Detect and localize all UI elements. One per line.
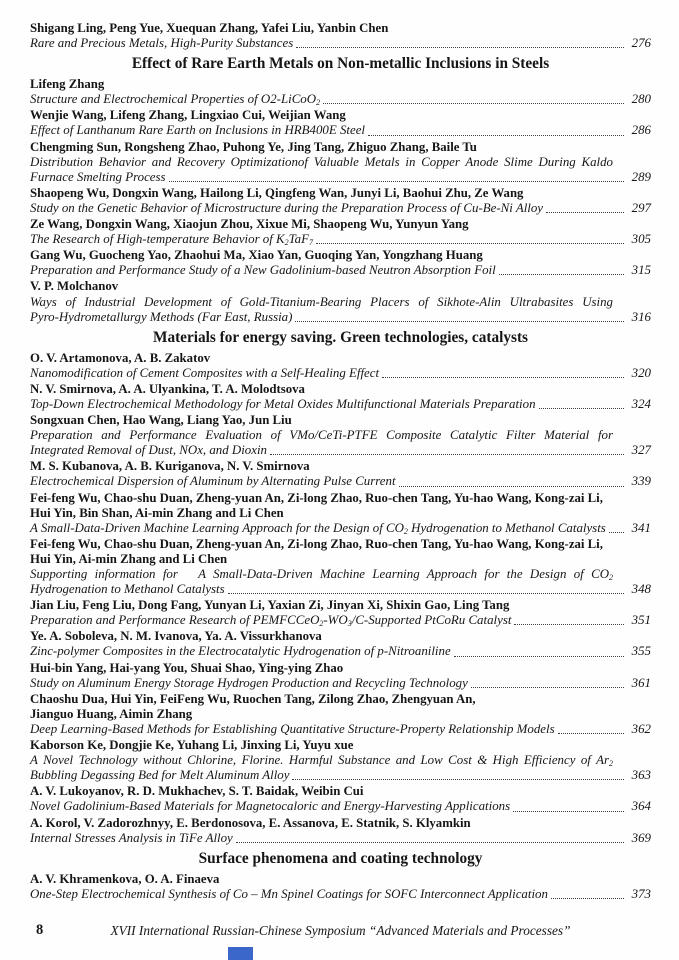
entry-title: Preparation and Performance Research of $PEMFCCeO_2-WO_3/C$-Supported PtCoRu Catalyst <box>30 613 512 629</box>
toc-entry <box>30 459 651 489</box>
toc-entry <box>30 598 651 628</box>
entry-page-number: 315 <box>631 263 651 278</box>
toc-entry <box>30 108 651 138</box>
entry-title-row <box>30 123 651 138</box>
entry-title: Furnace Smelting Process <box>30 169 166 184</box>
entry-title: Preparation and Performance Study of a New Gadolinium-based Neutron Absorption Foil <box>30 263 496 278</box>
entry-authors: Hui-bin Yang, Hai-yang You, Shuai Shao, Ying-ying Zhao <box>30 660 344 675</box>
page-footer <box>30 922 651 942</box>
dotted-leader <box>236 842 624 843</box>
dotted-leader <box>169 181 624 182</box>
toc-entry <box>30 816 651 846</box>
dotted-leader <box>551 898 624 899</box>
toc-entry <box>30 248 651 278</box>
entry-authors: Chaoshu Dua, Hui Yin, FeiFeng Wu, Ruochen Tang, Zilong Zhao, Zhengyuan An, <box>30 691 476 706</box>
dotted-leader <box>270 454 624 455</box>
entry-authors: M. S. Kubanova, A. B. Kuriganova, N. V. Smirnova <box>30 459 310 474</box>
toc-entry <box>30 784 651 814</box>
toc-entry <box>30 186 651 216</box>
entry-page-number: 351 <box>631 613 651 628</box>
dotted-leader <box>558 733 624 734</box>
entry-title-row <box>30 263 651 278</box>
entry-page-number: 348 <box>631 582 651 597</box>
entry-page-number: 369 <box>631 830 651 845</box>
dotted-leader <box>316 243 624 244</box>
entry-title-line: Distribution Behavior and Recovery Optimizationof Valuable Metals in Copper Anode Slime During Kaldo <box>30 154 613 169</box>
dotted-leader <box>296 47 624 48</box>
entry-page-number: 363 <box>631 768 651 783</box>
entry-authors: Shigang Ling, Peng Yue, Xuequan Zhang, Yafei Liu, Yanbin Chen <box>30 21 389 35</box>
dotted-leader <box>499 274 624 275</box>
entry-title: Bubbling Degassing Bed for Melt Aluminum Alloy <box>30 768 290 783</box>
entry-title-row <box>30 366 651 381</box>
dotted-leader <box>228 593 624 594</box>
dotted-leader <box>292 779 624 780</box>
entry-page-number: 373 <box>631 886 651 901</box>
footer-text: XVII International Russian-Chinese Symposium “Advanced Materials and Processes” <box>110 923 571 938</box>
entry-title-line: A Novel Technology without Chlorine, Florine. Harmful Substance and Low Cost & High Efficiency of $Ar_2$ <box>30 753 613 768</box>
entry-authors: Ye. A. Soboleva, N. M. Ivanova, Ya. A. Vissurkhanova <box>30 629 322 644</box>
entry-authors: N. V. Smirnova, A. A. Ulyankina, T. A. Molodtsova <box>30 381 305 396</box>
entry-page-number: 289 <box>631 169 651 184</box>
toc-entry <box>30 491 651 536</box>
entry-title-row <box>30 36 651 51</box>
entry-title: Deep Learning-Based Methods for Establishing Quantitative Structure-Property Relationship Models <box>30 721 555 736</box>
entry-title: Nanomodification of Cement Composites with a Self-Healing Effect <box>30 365 380 380</box>
dotted-leader <box>399 486 624 487</box>
entry-authors: Hui Yin, Ai-min Zhang and Li Chen <box>30 551 228 566</box>
toc-entry <box>30 217 651 247</box>
section-heading: Surface phenomena and coating technology <box>198 849 483 867</box>
entry-authors: A. V. Lukoyanov, R. D. Mukhachev, S. T. Baidak, Weibin Cui <box>30 784 364 799</box>
entry-title: Integrated Removal of Dust, NOx, and Dioxin <box>30 443 268 458</box>
entry-page-number: 364 <box>631 799 651 814</box>
dotted-leader <box>471 687 624 688</box>
entry-title-row <box>30 92 651 107</box>
dotted-leader <box>546 212 624 213</box>
entry-authors: Fei-feng Wu, Chao-shu Duan, Zheng-yuan An, Zi-long Zhao, Ruo-chen Tang, Yu-hao Wang, Kong-zai Li, <box>30 490 603 505</box>
dotted-leader <box>382 377 624 378</box>
toc-entry <box>30 738 651 783</box>
entry-authors: Wenjie Wang, Lifeng Zhang, Lingxiao Cui, Weijian Wang <box>30 108 346 123</box>
entry-authors: Jian Liu, Feng Liu, Dong Fang, Yunyan Li, Yaxian Zi, Jinyan Xi, Shixin Gao, Ling Tang <box>30 598 510 613</box>
entry-title: Hydrogenation to Methanol Catalysts <box>30 582 225 597</box>
entry-title-row <box>30 831 651 846</box>
entry-authors: V. P. Molchanov <box>30 279 119 294</box>
section-heading: Materials for energy saving. Green technologies, catalysts <box>153 328 528 346</box>
toc-entry <box>30 537 651 597</box>
entry-page-number: 341 <box>631 520 651 535</box>
entry-title: Effect of Lanthanum Rare Earth on Inclusions in HRB400E Steel <box>30 123 365 138</box>
entry-title: Study on Aluminum Energy Storage Hydrogen Production and Recycling Technology <box>30 675 468 690</box>
entry-title-row <box>30 474 651 489</box>
toc-entry <box>30 661 651 691</box>
entry-authors: Lifeng Zhang <box>30 77 105 92</box>
entry-title: Electrochemical Dispersion of Aluminum by Alternating Pulse Current <box>30 474 396 489</box>
entry-title: Novel Gadolinium-Based Materials for Magnetocaloric and Energy-Harvesting Applications <box>30 799 511 814</box>
entry-page-number: 286 <box>631 123 651 138</box>
entry-page-number: 361 <box>631 675 651 690</box>
toc-entry <box>30 21 651 51</box>
toc-entry <box>30 872 651 902</box>
toc-entry <box>30 77 651 107</box>
entry-title-row <box>30 768 651 783</box>
entry-authors: Shaopeng Wu, Dongxin Wang, Hailong Li, Qingfeng Wan, Junyi Li, Baohui Zhu, Ze Wang <box>30 185 524 200</box>
entry-page-number: 327 <box>631 443 651 458</box>
entry-authors: Songxuan Chen, Hao Wang, Liang Yao, Jun Liu <box>30 413 292 428</box>
entry-title-row <box>30 887 651 902</box>
entry-title: A Small-Data-Driven Machine Learning Approach for the Design of $CO_2$ Hydrogenation to Methanol Catalysts <box>30 520 606 536</box>
entry-title-row <box>30 232 651 247</box>
entry-authors: Kaborson Ke, Dongjie Ke, Yuhang Li, Jinxing Li, Yuyu xue <box>30 738 354 753</box>
toc-entry <box>30 351 651 381</box>
dotted-leader <box>295 321 624 322</box>
entry-title: Zinc-polymer Composites in the Electrocatalytic Hydrogenation of p-Nitroaniline <box>30 644 451 659</box>
dotted-leader <box>539 408 624 409</box>
entry-authors: Fei-feng Wu, Chao-shu Duan, Zheng-yuan An, Zi-long Zhao, Ruo-chen Tang, Yu-hao Wang, Kong-zai Li, <box>30 536 603 551</box>
entry-authors: A. V. Khramenkova, O. A. Finaeva <box>30 871 220 886</box>
entry-title-row <box>30 521 651 536</box>
entry-page-number: 355 <box>631 644 651 659</box>
entry-authors: Hui Yin, Bin Shan, Ai-min Zhang and Li Chen <box>30 505 284 520</box>
toc-entry <box>30 382 651 412</box>
toc-entry <box>30 629 651 659</box>
entry-page-number: 280 <box>631 92 651 107</box>
entry-authors: Chengming Sun, Rongsheng Zhao, Puhong Ye, Jing Tang, Zhiguo Zhang, Baile Tu <box>30 139 477 154</box>
entry-title-row <box>30 799 651 814</box>
entry-title: Structure and Electrochemical Properties of O2-LiCoO$_2$ <box>30 92 321 108</box>
entry-page-number: 316 <box>631 309 651 324</box>
dotted-leader <box>368 135 624 136</box>
dotted-leader <box>609 532 624 533</box>
toc-entry <box>30 692 651 737</box>
toc-list <box>30 20 651 902</box>
entry-title: Pyro-Hydrometallurgy Methods (Far East, Russia) <box>30 309 293 324</box>
toc-entry <box>30 140 651 185</box>
entry-title-line: Ways of Industrial Development of Gold-Titanium-Bearing Placers of Sikhote-Alin Ultrabasites Using <box>30 294 613 309</box>
entry-title: Study on the Genetic Behavior of Microstructure during the Preparation Process of Cu-Be-Ni Alloy <box>30 200 544 215</box>
dotted-leader <box>513 811 624 812</box>
entry-title-row <box>30 613 651 628</box>
entry-title-row <box>30 644 651 659</box>
entry-title: The Research of High-temperature Behavior of $K_2TaF_7$ <box>30 232 313 247</box>
entry-title-row <box>30 676 651 691</box>
entry-title-row <box>30 722 651 737</box>
entry-title: Internal Stresses Analysis in TiFe Alloy <box>30 830 233 845</box>
entry-title-line: Preparation and Performance Evaluation of VMo/CeTi-PTFE Composite Catalytic Filter Material for <box>30 428 613 443</box>
entry-authors: A. Korol, V. Zadorozhnyy, E. Berdonosova, E. Assanova, E. Statnik, S. Klyamkin <box>30 815 471 830</box>
dotted-leader <box>514 624 624 625</box>
toc-entry <box>30 279 651 324</box>
entry-authors: Gang Wu, Guocheng Yao, Zhaohui Ma, Xiao Yan, Guoqing Yan, Yongzhang Huang <box>30 248 483 263</box>
entry-title-row <box>30 397 651 412</box>
entry-title-row <box>30 582 651 597</box>
entry-page-number: 324 <box>631 396 651 411</box>
dotted-leader <box>323 103 624 104</box>
entry-page-number: 305 <box>631 232 651 247</box>
blue-mark <box>228 947 253 960</box>
entry-authors: Ze Wang, Dongxin Wang, Xiaojun Zhou, Xixue Mi, Shaopeng Wu, Yunyun Yang <box>30 217 469 232</box>
section-heading: Effect of Rare Earth Metals on Non-metallic Inclusions in Steels <box>131 55 550 73</box>
entry-title-row <box>30 170 651 185</box>
entry-authors: O. V. Artamonova, A. B. Zakatov <box>30 350 211 365</box>
entry-title-row <box>30 310 651 325</box>
toc-entry <box>30 413 651 458</box>
entry-title: Top-Down Electrochemical Methodology for Metal Oxides Multifunctional Materials Preparation <box>30 396 536 411</box>
entry-page-number: 276 <box>631 36 651 51</box>
entry-title-row <box>30 201 651 216</box>
entry-title: Rare and Precious Metals, High-Purity Substances <box>30 36 294 51</box>
entry-page-number: 320 <box>631 365 651 380</box>
entry-title-row <box>30 443 651 458</box>
entry-title-line: Supporting information for A Small-Data-Driven Machine Learning Approach for the Design of $CO_2$ <box>30 567 613 582</box>
footer-page-number: 8 <box>36 922 44 938</box>
entry-authors: Jianguo Huang, Aimin Zhang <box>30 706 193 721</box>
entry-page-number: 339 <box>631 474 651 489</box>
entry-page-number: 362 <box>631 721 651 736</box>
entry-page-number: 297 <box>631 200 651 215</box>
entry-title: One-Step Electrochemical Synthesis of Co – Mn Spinel Coatings for SOFC Interconnect Application <box>30 886 548 901</box>
dotted-leader <box>454 656 624 657</box>
